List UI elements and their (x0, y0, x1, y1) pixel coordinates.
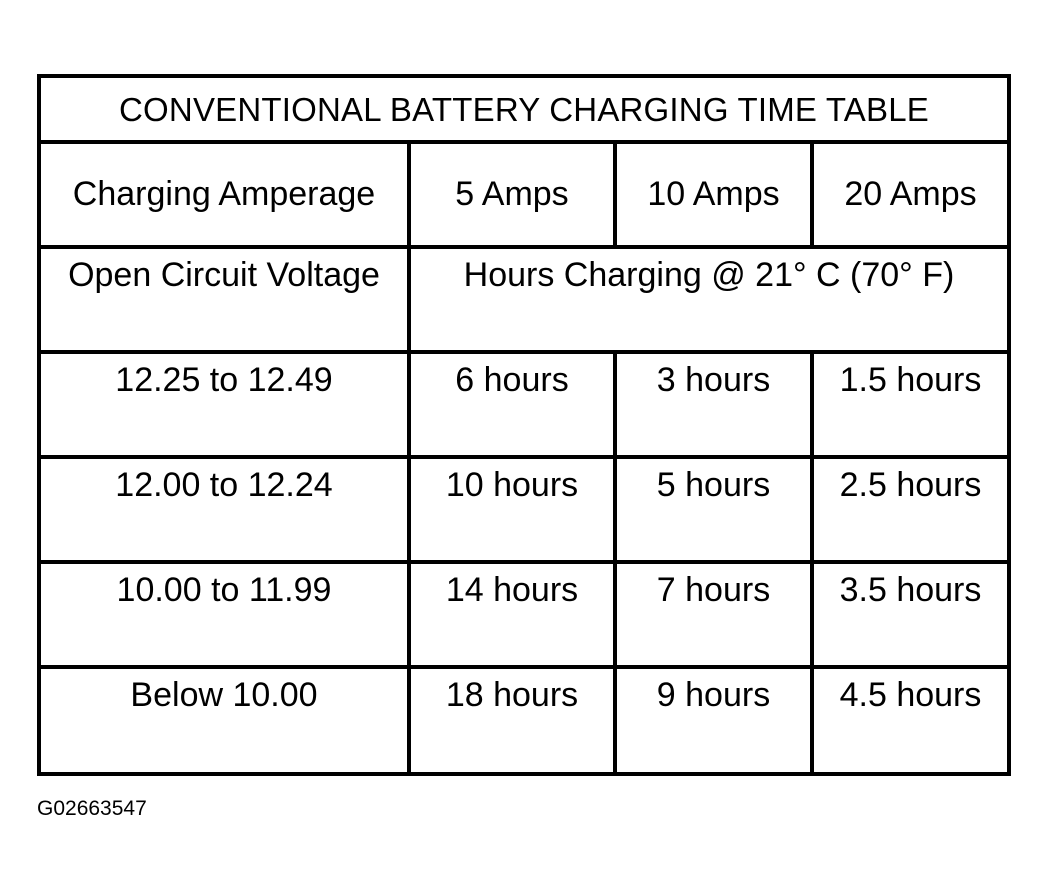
header-amps-cell (411, 144, 613, 245)
table-cell-hours: 5 hours (617, 459, 810, 560)
subheader-label-cell (41, 249, 407, 350)
table-cell-hours: 7 hours (617, 564, 810, 665)
amps-5-label: 5 Amps (455, 175, 569, 213)
table-cell-hours: 2.5 hours (814, 459, 1007, 560)
table-cell-hours: 18 hours (411, 669, 613, 772)
charging-time-table (37, 74, 1011, 776)
table-cell-hours: 3 hours (617, 354, 810, 455)
hours-charging-label: Hours Charging @ 21° C (70° F) (463, 256, 955, 294)
table-cell-hours: 10 hours (411, 459, 613, 560)
amps-20-label: 20 Amps (844, 175, 977, 213)
amps-10-label: 10 Amps (647, 175, 780, 213)
table-cell-hours: 6 hours (411, 354, 613, 455)
open-circuit-voltage-label: Open Circuit Voltage (68, 256, 380, 294)
table-cell-hours: 9 hours (617, 669, 810, 772)
table-cell-voltage: 12.00 to 12.24 (41, 459, 407, 560)
table-title: CONVENTIONAL BATTERY CHARGING TIME TABLE (41, 78, 1007, 140)
table-cell-voltage: 10.00 to 11.99 (41, 564, 407, 665)
table-cell-voltage: Below 10.00 (41, 669, 407, 772)
table-cell-hours: 4.5 hours (814, 669, 1007, 772)
table-cell-hours: 3.5 hours (814, 564, 1007, 665)
table-grid (41, 78, 1007, 772)
table-cell-hours: 14 hours (411, 564, 613, 665)
header-label-cell (41, 144, 407, 245)
subheader-value-cell (411, 249, 1007, 350)
header-amps-cell (814, 144, 1007, 245)
table-cell-hours: 1.5 hours (814, 354, 1007, 455)
table-cell-voltage: 12.25 to 12.49 (41, 354, 407, 455)
charging-amperage-label: Charging Amperage (72, 175, 376, 213)
header-amps-cell (617, 144, 810, 245)
figure-id: G02663547 (37, 797, 147, 820)
